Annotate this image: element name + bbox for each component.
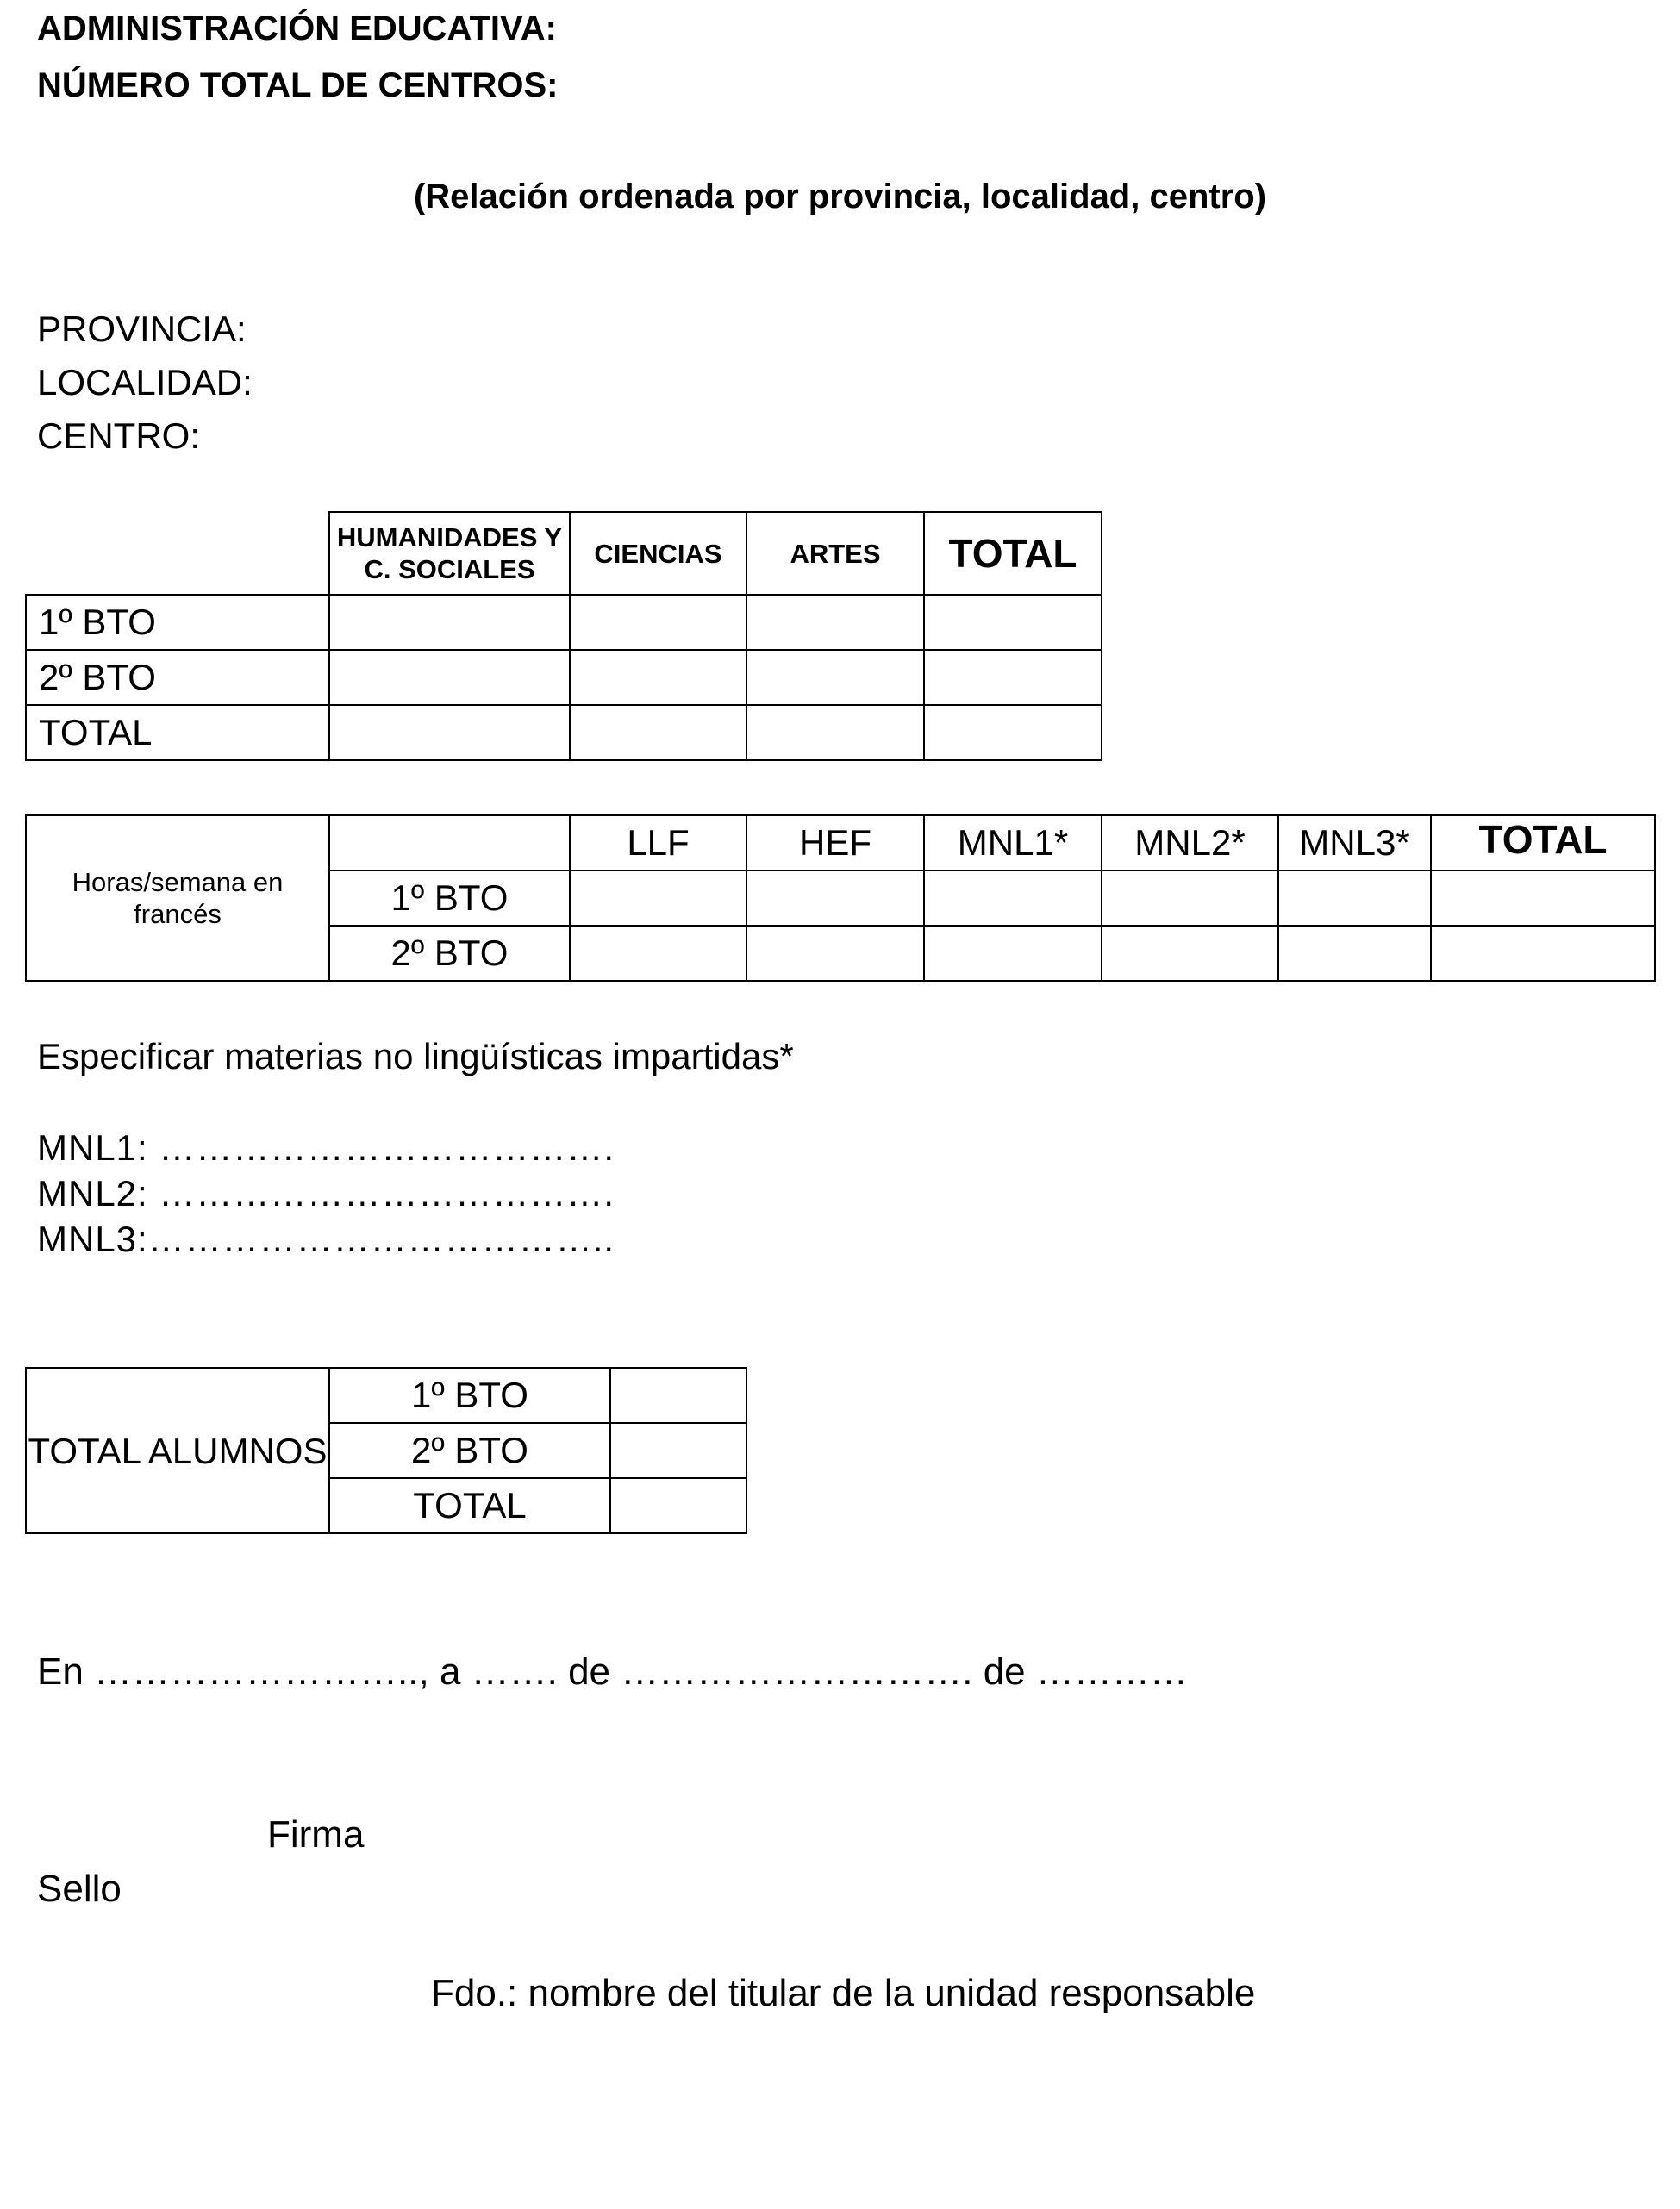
admin-label: ADMINISTRACIÓN EDUCATIVA:: [37, 9, 557, 47]
firma-label: Firma: [267, 1813, 365, 1856]
ordering-note: (Relación ordenada por provincia, localidad, centro): [413, 178, 1267, 215]
input-cell[interactable]: [924, 595, 1102, 650]
french-hours-label: Horas/semana en francés: [26, 815, 329, 981]
header-mnl1: MNL1*: [924, 815, 1102, 870]
header-ciencias: CIENCIAS: [570, 512, 746, 595]
table-row: [26, 595, 1102, 650]
header-mnl2: MNL2*: [1102, 815, 1278, 870]
input-cell[interactable]: [1278, 926, 1431, 981]
input-cell[interactable]: [746, 926, 924, 981]
input-cell[interactable]: [746, 650, 924, 705]
input-cell[interactable]: [1102, 870, 1278, 926]
row-label: TOTAL: [329, 1478, 610, 1533]
table-row: [26, 1368, 746, 1423]
input-cell[interactable]: [746, 595, 924, 650]
french-header-row: [26, 815, 1655, 870]
input-cell[interactable]: [610, 1368, 746, 1423]
input-cell[interactable]: [570, 926, 746, 981]
input-cell[interactable]: [924, 926, 1102, 981]
input-cell[interactable]: [1102, 926, 1278, 981]
input-cell[interactable]: [1431, 926, 1655, 981]
row-label: 2º BTO: [26, 650, 329, 705]
row-label: TOTAL: [26, 705, 329, 760]
mnl1-line[interactable]: MNL1: ……………………………….: [37, 1127, 615, 1168]
row-label: 2º BTO: [329, 1423, 610, 1478]
input-cell[interactable]: [570, 595, 746, 650]
centers-label: NÚMERO TOTAL DE CENTROS:: [37, 66, 559, 104]
header-humanidades: HUMANIDADES Y C. SOCIALES: [329, 512, 570, 595]
date-line[interactable]: En …………………….., a ……. de ………………………. de …………: [37, 1651, 1188, 1693]
input-cell[interactable]: [924, 705, 1102, 760]
header-total: TOTAL: [1431, 815, 1655, 870]
input-cell[interactable]: [570, 705, 746, 760]
input-cell[interactable]: [329, 595, 570, 650]
input-cell[interactable]: [570, 870, 746, 926]
enrollment-table: [25, 511, 1102, 761]
enrollment-header-row: [26, 512, 1102, 595]
input-cell[interactable]: [1431, 870, 1655, 926]
header-llf: LLF: [570, 815, 746, 870]
input-cell[interactable]: [610, 1423, 746, 1478]
subjects-heading: Especificar materias no lingüísticas impartidas*: [37, 1036, 794, 1076]
input-cell[interactable]: [570, 650, 746, 705]
french-hours-table: [25, 814, 1656, 982]
row-label: 1º BTO: [329, 870, 570, 926]
row-label: 1º BTO: [329, 1368, 610, 1423]
province-label: PROVINCIA:: [37, 309, 247, 349]
table-corner: [26, 512, 329, 595]
header-hef: HEF: [746, 815, 924, 870]
input-cell[interactable]: [610, 1478, 746, 1533]
input-cell[interactable]: [746, 870, 924, 926]
mnl2-line[interactable]: MNL2: ……………………………….: [37, 1173, 615, 1214]
table-row: [26, 650, 1102, 705]
mnl3-line[interactable]: MNL3:………………………………..: [37, 1219, 615, 1259]
locality-label: LOCALIDAD:: [37, 362, 253, 402]
empty-cell: [329, 815, 570, 870]
header-artes: ARTES: [746, 512, 924, 595]
header-mnl3: MNL3*: [1278, 815, 1431, 870]
input-cell[interactable]: [746, 705, 924, 760]
input-cell[interactable]: [924, 650, 1102, 705]
input-cell[interactable]: [329, 650, 570, 705]
sello-label: Sello: [37, 1868, 122, 1910]
signed-by-label: Fdo.: nombre del titular de la unidad responsable: [431, 1972, 1256, 2014]
total-students-label: TOTAL ALUMNOS: [26, 1368, 329, 1533]
center-label: CENTRO:: [37, 415, 200, 456]
total-students-table: [25, 1367, 747, 1534]
header-total: TOTAL: [924, 512, 1102, 595]
table-row: [26, 705, 1102, 760]
input-cell[interactable]: [329, 705, 570, 760]
input-cell[interactable]: [1278, 870, 1431, 926]
input-cell[interactable]: [924, 870, 1102, 926]
row-label: 2º BTO: [329, 926, 570, 981]
row-label: 1º BTO: [26, 595, 329, 650]
